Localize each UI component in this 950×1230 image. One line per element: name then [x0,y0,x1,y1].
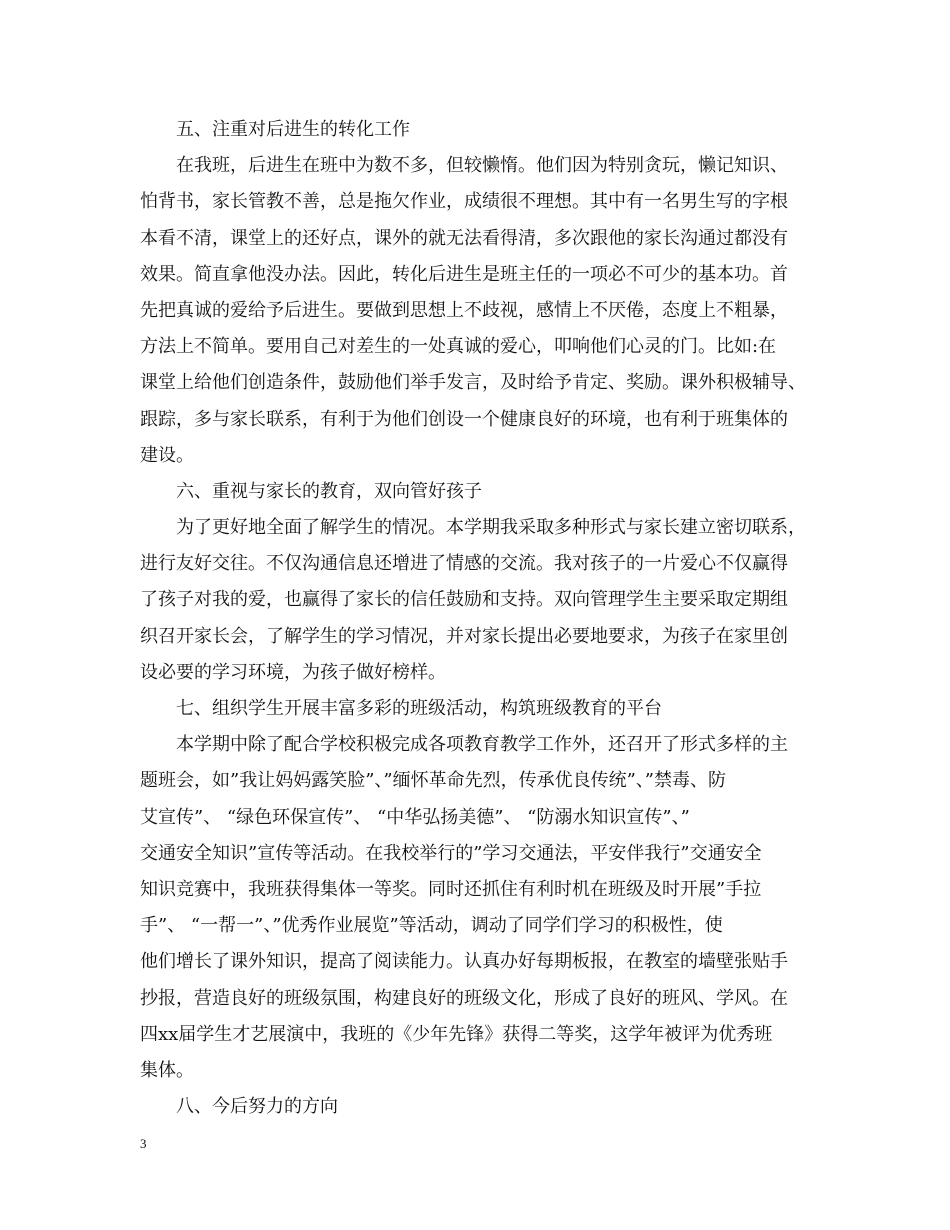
paragraph-line: 抄报，营造良好的班级氛围，构建良好的班级文化，形成了良好的班风、学风。在 [140,987,788,1009]
paragraph-line: 手”、 “一帮一”、”优秀作业展览”等活动，调动了同学们学习的积极性，使 [140,915,723,937]
section-heading: 八、今后努力的方向 [176,1096,338,1118]
paragraph-line: 知识竞赛中，我班获得集体一等奖。同时还抓住有利时机在班级及时开展”手拉 [140,878,762,900]
page-number: 3 [140,1136,147,1151]
paragraph-line: 建设。 [140,444,194,466]
paragraph-line: 本学期中除了配合学校积极完成各项教育教学工作外，还召开了形式多样的主 [176,734,788,756]
section-heading: 五、注重对后进生的转化工作 [176,119,410,140]
paragraph-line: 为了更好地全面了解学生的情况。本学期我采取多种形式与家长建立密切联系， [176,517,806,539]
paragraph-line: 他们增长了课外知识，提高了阅读能力。认真办好每期板报，在教室的墙壁张贴手 [140,951,788,973]
paragraph-line: 进行友好交往。不仅沟通信息还增进了情感的交流。我对孩子的一片爱心不仅赢得 [140,553,788,575]
paragraph-line: 先把真诚的爱给予后进生。要做到思想上不歧视，感情上不厌倦，态度上不粗暴， [140,299,788,321]
paragraph-line: 在我班，后进生在班中为数不多，但较懒惰。他们因为特别贪玩，懒记知识、 [176,155,788,177]
document-body [140,112,826,1125]
paragraph-line: 织召开家长会，了解学生的学习情况，并对家长提出必要地要求，为孩子在家里创 [140,625,788,647]
paragraph-line: 了孩子对我的爱，也赢得了家长的信任鼓励和支持。双向管理学生主要采取定期组 [140,589,788,611]
paragraph-line: 方法上不简单。要用自己对差生的一处真诚的爱心，叩响他们心灵的门。比如:在 [140,336,777,358]
paragraph-line: 效果。简直拿他没办法。因此，转化后进生是班主任的一项必不可少的基本功。首 [140,263,788,285]
paragraph-line: 四xx届学生才艺展演中，我班的《少年先锋》获得二等奖，这学年被评为优秀班 [140,1023,773,1045]
paragraph-line: 艾宣传”、 “绿色环保宣传”、 “中华弘扬美德”、 “防溺水知识宣传”、” [140,806,690,828]
paragraph-line: 跟踪，多与家长联系，有利于为他们创设一个健康良好的环境，也有利于班集体的 [140,408,788,430]
section-heading: 七、组织学生开展丰富多彩的班级活动，构筑班级教育的平台 [176,698,662,719]
paragraph-line: 课堂上给他们创造条件，鼓励他们举手发言，及时给予肯定、奖励。课外积极辅导、 [140,372,806,394]
section-heading: 六、重视与家长的教育，双向管好孩子 [176,480,482,502]
paragraph-line: 题班会，如”我让妈妈露笑脸”、”缅怀革命先烈，传承优良传统”、”禁毒、防 [140,770,727,792]
paragraph-line: 本看不清，课堂上的还好点，课外的就无法看得清，多次跟他的家长沟通过都没有 [140,227,788,249]
paragraph-line: 集体。 [140,1059,194,1081]
paragraph-line: 设必要的学习环境，为孩子做好榜样。 [140,661,446,683]
paragraph-line: 怕背书，家长管教不善，总是拖欠作业，成绩很不理想。其中有一名男生写的字根 [140,191,788,213]
paragraph-line: 交通安全知识”宣传等活动。在我校举行的”学习交通法，平安伴我行”交通安全 [140,842,762,864]
